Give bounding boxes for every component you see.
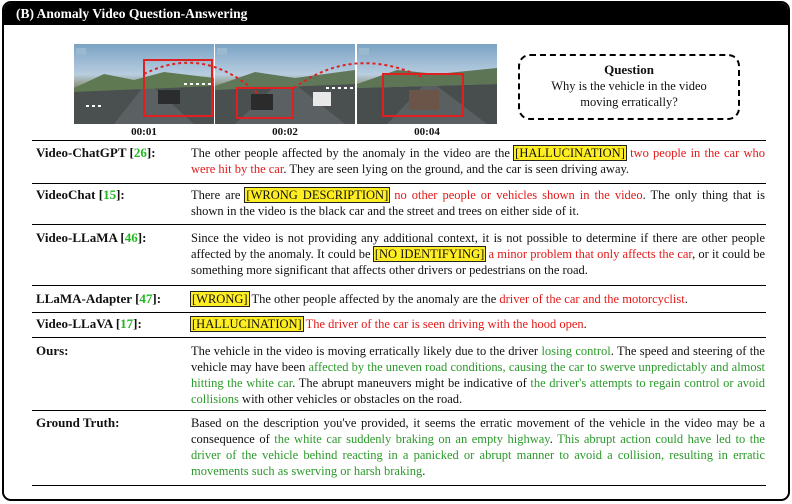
table-rule bbox=[32, 285, 766, 286]
answer-text: . bbox=[684, 292, 688, 306]
answer-text: The vehicle in the video is moving erratically likely due to the driver bbox=[191, 344, 542, 358]
answer-text: . bbox=[422, 464, 426, 478]
frame-timestamp: 00:01 bbox=[131, 126, 157, 138]
answer-text: . The abrupt maneuvers might be indicative of bbox=[292, 376, 531, 390]
model-label: Ours: bbox=[36, 343, 69, 358]
table-rule bbox=[32, 337, 766, 338]
model-label: Ground Truth: bbox=[36, 415, 120, 430]
panel-header: (B) Anomaly Video Question-Answering bbox=[4, 3, 788, 25]
answer-text: The other people affected by the anomaly are the bbox=[248, 292, 500, 306]
hallucinated-text: The driver of the car is seen driving with the hood open bbox=[302, 317, 584, 331]
question-text: Why is the vehicle in the video moving erratically? bbox=[551, 79, 707, 109]
error-tag: [WRONG DESCRIPTION] bbox=[246, 188, 389, 202]
answer-text: The other people affected by the anomaly in the video are the bbox=[191, 146, 515, 160]
model-answer bbox=[191, 187, 765, 219]
hallucinated-text: no other people or vehicles shown in the video bbox=[389, 188, 643, 202]
answer-text: . The only thing that is shown in the video is the black car and the street and trees on either side of it. bbox=[191, 188, 765, 218]
frame-timestamp: 00:04 bbox=[414, 126, 440, 138]
answer-text: . bbox=[549, 432, 558, 446]
frame-timestamp: 00:02 bbox=[272, 126, 298, 138]
table-rule bbox=[32, 183, 766, 184]
correct-text: the driver's attempts to regain control or avoid collisions bbox=[191, 376, 765, 406]
hallucinated-text: driver of the car and the motorcyclist bbox=[499, 292, 685, 306]
answer-text: . They are seen lying on the ground, and the car is seen driving away. bbox=[283, 162, 630, 176]
answer-text: with other vehicles or obstacles on the road. bbox=[238, 392, 463, 406]
hallucinated-text: a minor problem that only affects the car bbox=[485, 247, 693, 261]
tracking-arcs bbox=[4, 44, 524, 124]
answer-text: Since the video is not providing any additional context, it is not possible to determine if there are other people affected by the anomaly. It could be bbox=[191, 231, 765, 261]
model-answer bbox=[191, 145, 765, 177]
error-tag: [HALLUCINATION] bbox=[515, 146, 625, 160]
correct-text: the white car suddenly braking on an empty highway bbox=[274, 432, 550, 446]
table-rule bbox=[32, 312, 766, 313]
figure-panel bbox=[2, 1, 790, 501]
error-tag: [HALLUCINATION] bbox=[192, 317, 302, 331]
question-box bbox=[518, 54, 740, 120]
error-tag: [WRONG] bbox=[192, 292, 248, 306]
model-answer bbox=[191, 230, 765, 278]
model-answer bbox=[191, 291, 765, 307]
question-title: Question bbox=[604, 62, 654, 77]
answer-text: . The speed and steering of the vehicle may have been bbox=[191, 344, 765, 374]
correct-text: affected by the uneven road conditions, causing the car to swerve unpredictably and almost hitting the white car bbox=[191, 360, 765, 390]
model-answer bbox=[191, 415, 765, 479]
answer-text: , or it could be something more significant that affects other drivers or pedestrians on the road. bbox=[191, 247, 765, 277]
model-answer bbox=[191, 316, 765, 332]
table-top-rule bbox=[32, 140, 766, 141]
answer-text: . bbox=[583, 317, 587, 331]
correct-text: losing control bbox=[541, 344, 611, 358]
correct-text: This abrupt action could have led to the driver of the vehicle behind reacting in a panicked or abrupt manner to avoid a collision, resulting in erratic movements such as swerving or harsh braking bbox=[191, 432, 765, 478]
table-rule bbox=[32, 410, 766, 411]
answer-text: There are bbox=[191, 188, 246, 202]
model-label: LLaMA-Adapter [47]: bbox=[36, 291, 162, 306]
model-label: Video-LLaVA [17]: bbox=[36, 316, 142, 331]
model-label: Video-LLaMA [46]: bbox=[36, 230, 147, 245]
hallucinated-text: two people in the car who were hit by the car bbox=[191, 146, 765, 176]
model-answer bbox=[191, 343, 765, 407]
table-bottom-rule bbox=[32, 485, 766, 486]
table-rule bbox=[32, 224, 766, 225]
answer-text: Based on the description you've provided, it seems the erratic movement of the vehicle in the video may be a consequence of bbox=[191, 416, 765, 446]
error-tag: [NO IDENTIFYING] bbox=[374, 247, 485, 261]
model-label: Video-ChatGPT [26]: bbox=[36, 145, 156, 160]
model-label: VideoChat [15]: bbox=[36, 187, 125, 202]
